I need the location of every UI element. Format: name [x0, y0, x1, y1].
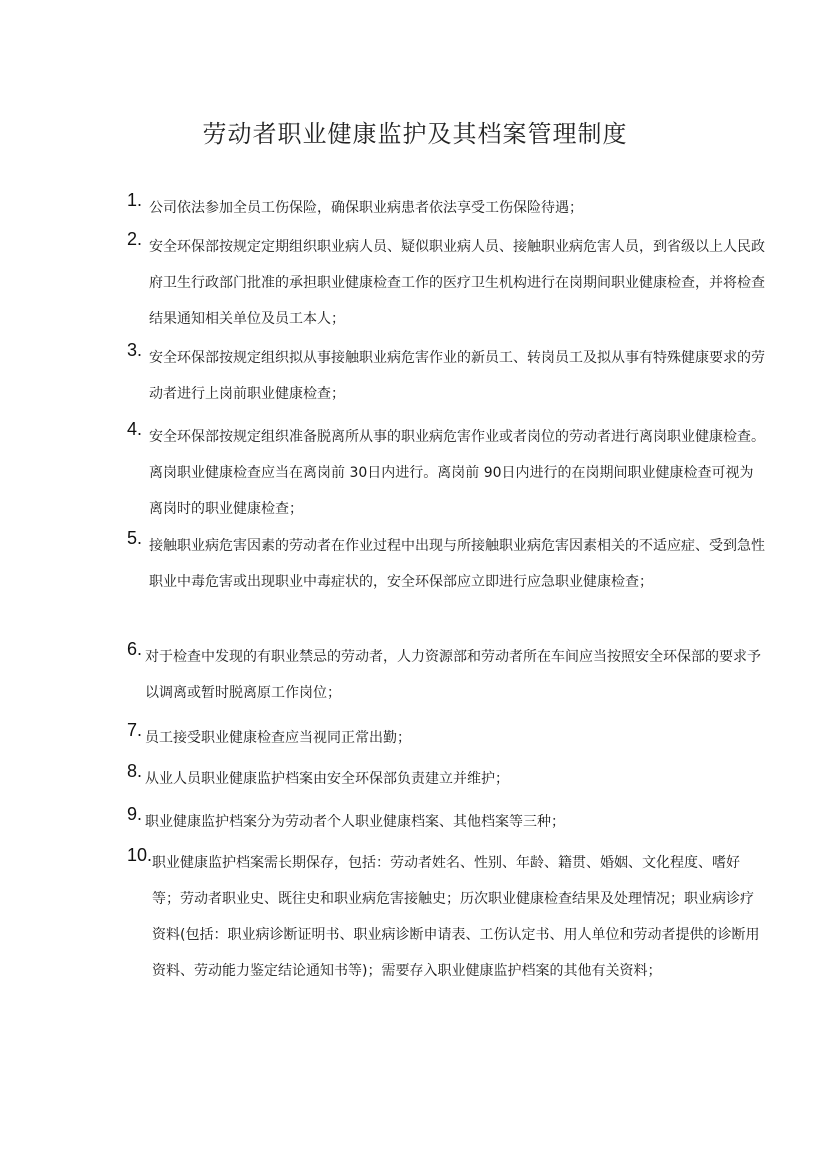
document-title: 劳动者职业健康监护及其档案管理制度 [202, 120, 628, 148]
list-item [127, 528, 767, 600]
item-text: 员工接受职业健康检查应当视同正常出勤； [145, 730, 411, 746]
item-number: 6. [127, 639, 143, 659]
list-item [127, 845, 767, 989]
item-text: 安全环保部按规定组织拟从事接触职业病危害作业的新员工、转岗员工及拟从事有特殊健康要求的劳动者进行上岗前职业健康检查； [149, 350, 765, 402]
item-text: 职业健康监护档案需长期保存，包括：劳动者姓名、性别、年龄、籍贯、婚姻、文化程度、嗜好等；劳动者职业史、既往史和职业病危害接触史；历次职业健康检查结果及处理情况；职业病诊疗资料(包括：职业病诊断证明书、职业病诊断申请表、工伤认定书、用人单位和劳动者提供的诊断用资料、劳动能力鉴定结论通知书等)；需要存入职业健康监护档案的其他有关资料； [152, 855, 760, 979]
item-text: 安全环保部按规定组织准备脱离所从事的职业病危害作业或者岗位的劳动者进行离岗职业健康检查。离岗职业健康检查应当在离岗前 30日内进行。离岗前 90日内进行的在岗期间职业健康检查可视为离岗时的职业健康检查； [149, 429, 765, 517]
item-number: 4. [127, 419, 143, 439]
item-number: 9. [127, 804, 143, 824]
list-item [127, 639, 767, 711]
item-number: 2. [127, 229, 143, 249]
item-number: 7. [127, 720, 143, 740]
item-number: 10. [127, 845, 153, 865]
item-number: 3. [127, 340, 143, 360]
item-text: 安全环保部按规定定期组织职业病人员、疑似职业病人员、接触职业病危害人员，到省级以上人民政府卫生行政部门批准的承担职业健康检查工作的医疗卫生机构进行在岗期间职业健康检查，并将检查结果通知相关单位及员工本人； [149, 239, 765, 327]
item-text: 接触职业病危害因素的劳动者在作业过程中出现与所接触职业病危害因素相关的不适应症、受到急性职业中毒危害或出现职业中毒症状的，安全环保部应立即进行应急职业健康检查； [149, 538, 765, 590]
item-number: 5. [127, 528, 143, 548]
list-item [127, 340, 767, 412]
item-text: 对于检查中发现的有职业禁忌的劳动者，人力资源部和劳动者所在车间应当按照安全环保部的要求予以调离或暂时脱离原工作岗位； [145, 649, 761, 701]
list-item [127, 804, 767, 840]
item-text: 从业人员职业健康监护档案由安全环保部负责建立并维护； [145, 771, 509, 787]
item-text: 公司依法参加全员工伤保险，确保职业病患者依法享受工伤保险待遇； [149, 200, 583, 216]
item-number: 8. [127, 761, 143, 781]
list-item [127, 761, 767, 797]
item-number: 1. [127, 190, 143, 210]
item-text: 职业健康监护档案分为劳动者个人职业健康档案、其他档案等三种； [145, 814, 565, 830]
list-item [127, 720, 767, 756]
list-item [127, 229, 767, 337]
list-item [127, 419, 767, 527]
list-item [127, 190, 767, 226]
